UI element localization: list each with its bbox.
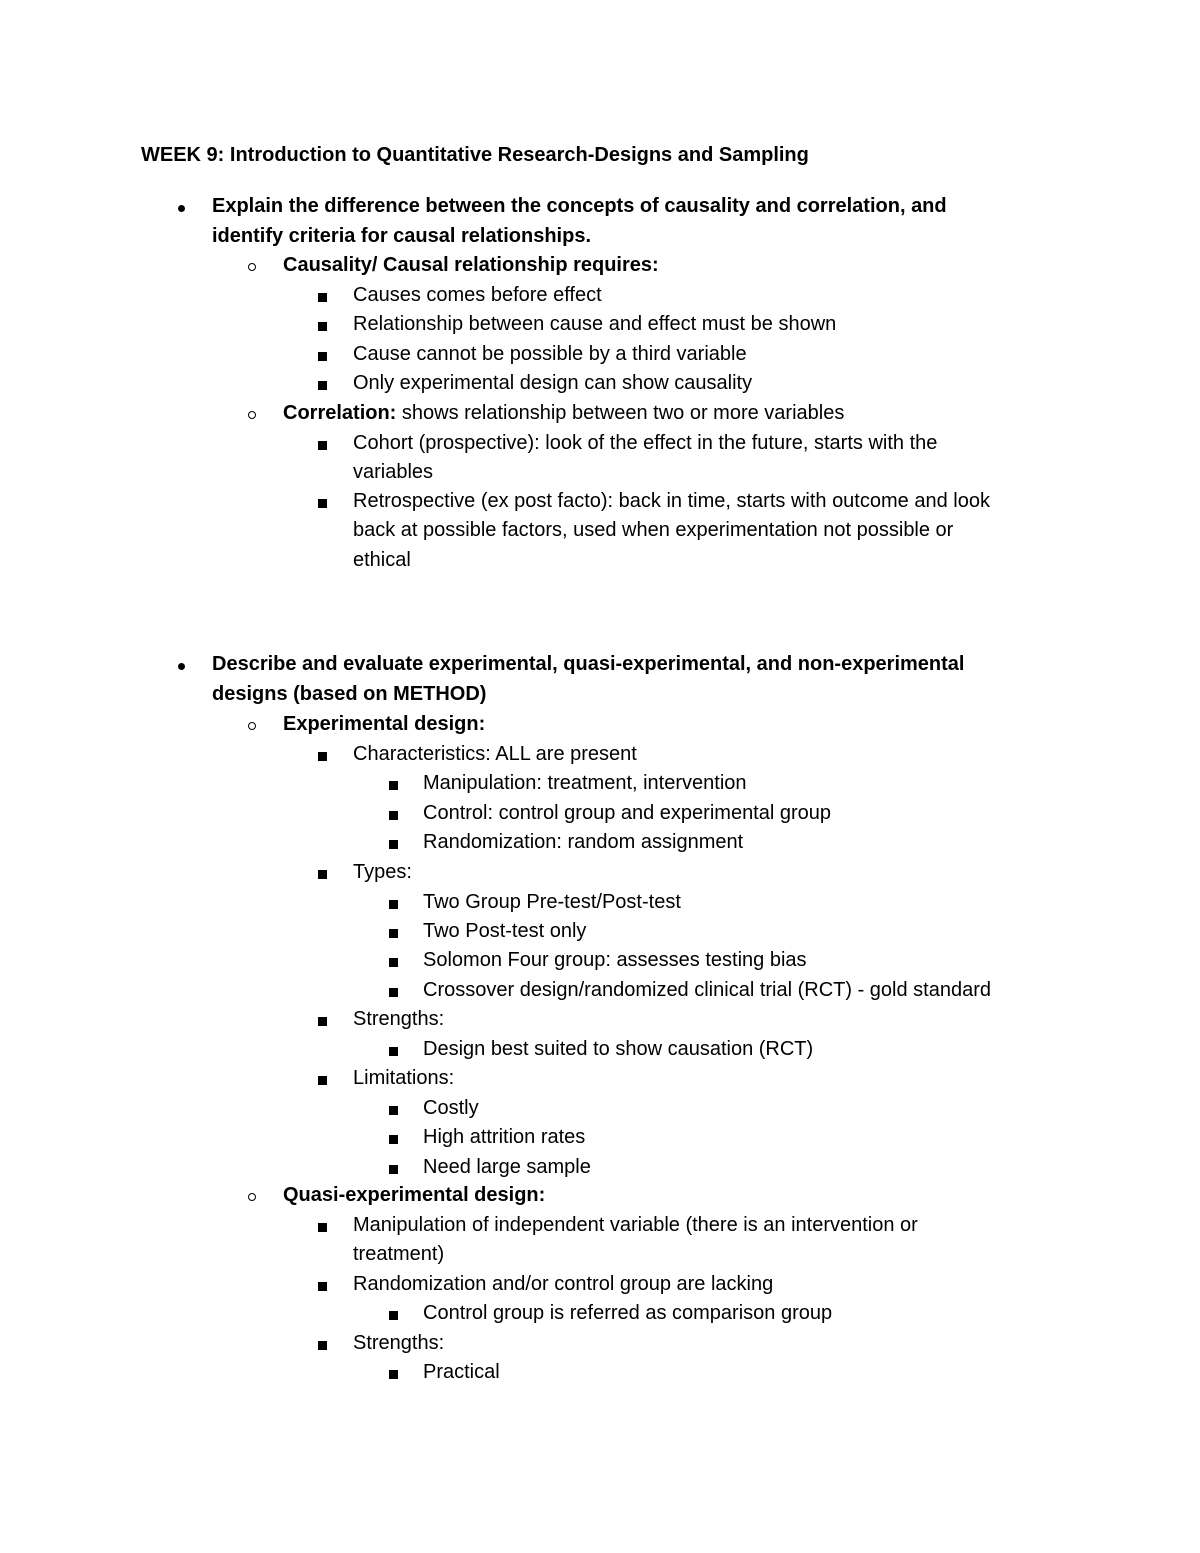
section-heading: identify criteria for causal relationships. [212, 225, 592, 247]
list-item: Limitations: [353, 1067, 455, 1089]
bullet-square-icon [389, 1135, 398, 1144]
bullet-square-icon [389, 1106, 398, 1115]
list-item: Retrospective (ex post facto): back in time, starts with outcome and look [353, 490, 990, 512]
list-item: Causes comes before effect [353, 284, 602, 306]
list-item: back at possible factors, used when experimentation not possible or [353, 519, 954, 541]
section-heading: Explain the difference between the concepts of causality and correlation, and [212, 195, 947, 217]
bullet-square-icon [389, 1047, 398, 1056]
bullet-square-icon [389, 781, 398, 790]
list-item: Manipulation: treatment, intervention [423, 772, 747, 794]
list-item: Cohort (prospective): look of the effect in the future, starts with the [353, 432, 938, 454]
bullet-disc-icon [178, 663, 185, 670]
subheading-causality: Causality/ Causal relationship requires: [283, 254, 659, 276]
bullet-square-icon [389, 1165, 398, 1174]
list-item: Cause cannot be possible by a third variable [353, 343, 747, 365]
bullet-square-icon [389, 958, 398, 967]
list-item: treatment) [353, 1243, 445, 1265]
section-heading: designs (based on METHOD) [212, 683, 487, 705]
bullet-square-icon [318, 322, 327, 331]
bullet-circle-icon [248, 722, 256, 730]
section-heading: Describe and evaluate experimental, quasi-experimental, and non-experimental [212, 653, 965, 675]
bullet-disc-icon [178, 205, 185, 212]
bullet-square-icon [318, 293, 327, 302]
list-item: Control group is referred as comparison group [423, 1302, 833, 1324]
list-item: Design best suited to show causation (RCT) [423, 1038, 814, 1060]
bullet-square-icon [389, 929, 398, 938]
bullet-square-icon [389, 988, 398, 997]
correlation-label: Correlation: [283, 402, 397, 424]
list-item: Types: [353, 861, 412, 883]
list-item: High attrition rates [423, 1126, 586, 1148]
subheading-experimental: Experimental design: [283, 713, 486, 735]
bullet-square-icon [389, 1370, 398, 1379]
bullet-square-icon [389, 1311, 398, 1320]
correlation-text: shows relationship between two or more variables [396, 402, 845, 424]
subheading-correlation [283, 399, 844, 429]
bullet-square-icon [318, 499, 327, 508]
list-item: Two Group Pre-test/Post-test [423, 891, 681, 913]
list-item: Relationship between cause and effect must be shown [353, 313, 837, 335]
list-item: Randomization: random assignment [423, 831, 744, 853]
list-item: Costly [423, 1097, 479, 1119]
bullet-square-icon [318, 1076, 327, 1085]
list-item: Strengths: [353, 1332, 445, 1354]
bullet-circle-icon [248, 263, 256, 271]
bullet-square-icon [389, 811, 398, 820]
bullet-square-icon [318, 381, 327, 390]
list-item: Strengths: [353, 1008, 445, 1030]
bullet-square-icon [318, 870, 327, 879]
list-item: Practical [423, 1361, 500, 1383]
list-item: Solomon Four group: assesses testing bias [423, 949, 807, 971]
list-item: Two Post-test only [423, 920, 587, 942]
list-item: Only experimental design can show causality [353, 372, 753, 394]
list-item: Control: control group and experimental group [423, 802, 832, 824]
bullet-square-icon [318, 1341, 327, 1350]
bullet-square-icon [318, 441, 327, 450]
bullet-circle-icon [248, 411, 256, 419]
bullet-square-icon [318, 1223, 327, 1232]
list-item: Randomization and/or control group are lacking [353, 1273, 774, 1295]
list-item: variables [353, 461, 434, 483]
bullet-square-icon [389, 900, 398, 909]
bullet-square-icon [318, 1017, 327, 1026]
list-item: ethical [353, 549, 411, 571]
list-item: Need large sample [423, 1156, 591, 1178]
list-item: Manipulation of independent variable (there is an intervention or [353, 1214, 918, 1236]
list-item: Crossover design/randomized clinical trial (RCT) - gold standard [423, 979, 991, 1001]
page-title: WEEK 9: Introduction to Quantitative Research-Designs and Sampling [141, 144, 809, 166]
subheading-quasi-experimental: Quasi-experimental design: [283, 1184, 546, 1206]
bullet-square-icon [318, 1282, 327, 1291]
bullet-circle-icon [248, 1193, 256, 1201]
bullet-square-icon [389, 840, 398, 849]
bullet-square-icon [318, 752, 327, 761]
list-item: Characteristics: ALL are present [353, 743, 637, 765]
bullet-square-icon [318, 352, 327, 361]
